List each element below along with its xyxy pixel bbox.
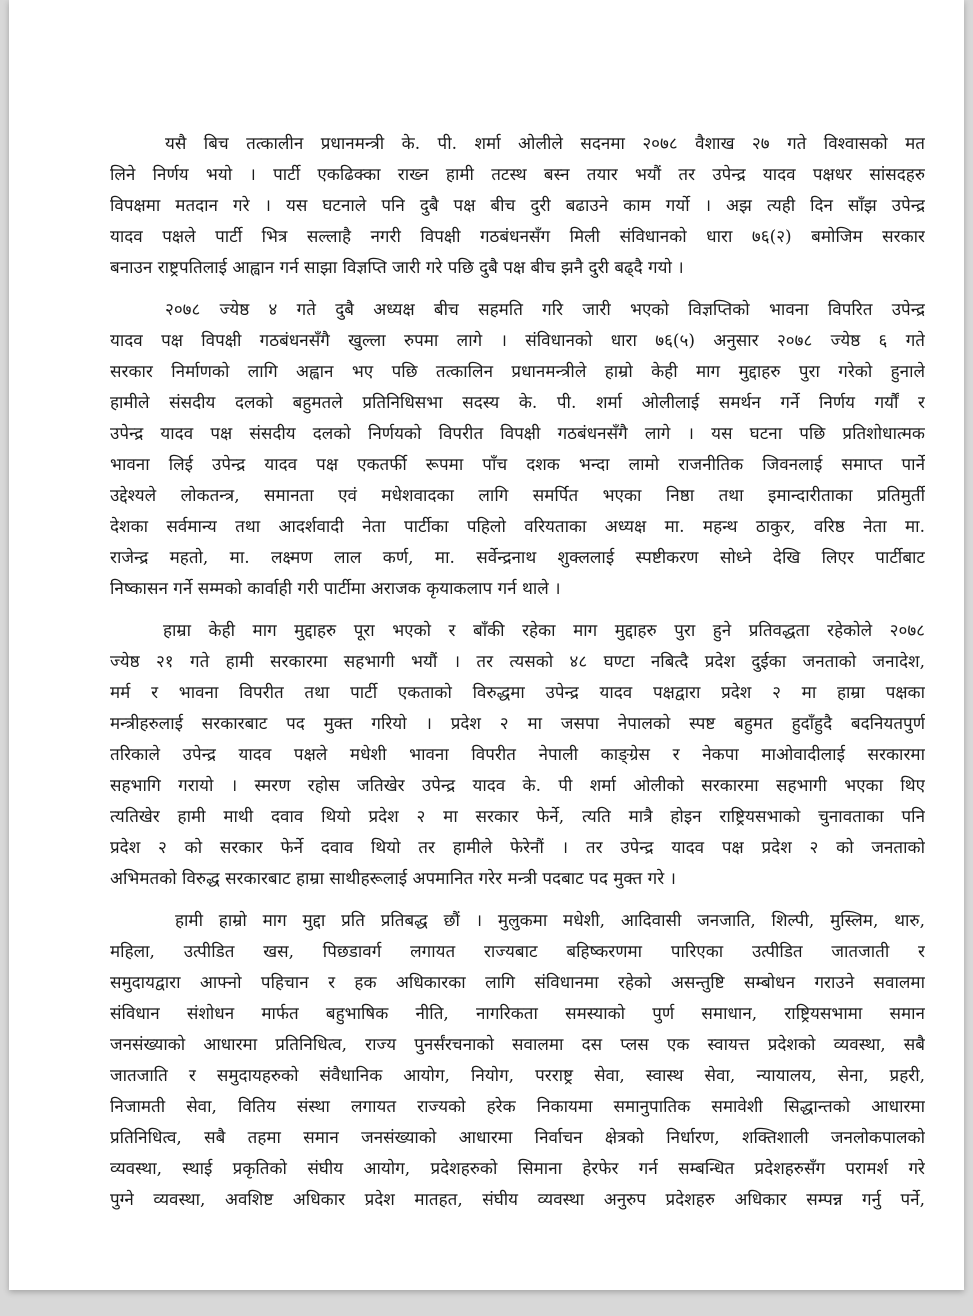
text-line: २०७८ ज्येष्ठ ४ गते दुबै अध्यक्ष बीच सहमति गरि जारी भएको विज्ञप्तिको भावना विपरित उपेन्द्र [165, 300, 925, 320]
paragraph-2 [110, 295, 925, 605]
text-line: अभिमतको विरुद्ध सरकारबाट हाम्रा साथीहरूलाई अपमानित गरेर मन्त्री पदबाट पद मुक्त गरे । [110, 869, 676, 889]
text-line: सहभागि गरायो । स्मरण रहोस जतिखेर उपेन्द्र यादव के. पी शर्मा ओलीको सरकारमा सहभागी भएका थिए [110, 776, 925, 796]
document-body [110, 129, 925, 1227]
text-line: मर्म र भावना विपरीत तथा पार्टी एकताको विरुद्धमा उपेन्द्र यादव पक्षद्वारा प्रदेश २ मा हाम्रा पक्षका [110, 683, 925, 703]
text-line: विपक्षमा मतदान गरे । यस घटनाले पनि दुबै पक्ष बीच दुरी बढाउने काम गर्यो । अझ त्यही दिन साँझ उपेन्द्र [110, 196, 925, 216]
text-line: लिने निर्णय भयो । पार्टी एकढिक्का राख्न हामी तटस्थ बस्न तयार भयौं तर उपेन्द्र यादव पक्षधर सांसदहरु [110, 165, 925, 185]
text-line: हामी हाम्रो माग मुद्दा प्रति प्रतिबद्ध छौं । मुलुकमा मधेशी, आदिवासी जनजाति, शिल्पी, मुस्लिम, थारु, [175, 911, 925, 931]
text-line: त्यतिखेर हामी माथी दवाव थियो प्रदेश २ मा सरकार फेर्ने, त्यति मात्रै होइन राष्ट्रियसभाको चुनावताका पनि [110, 807, 925, 827]
text-line: व्यवस्था, स्थाई प्रकृतिको संघीय आयोग, प्रदेशहरुको सिमाना हेरफेर गर्न सम्बन्धित प्रदेशहरुसँग परामर्श गरे [110, 1159, 925, 1179]
text-line: हाम्रा केही माग मुद्दाहरु पूरा भएको र बाँकी रहेका माग मुद्दाहरु पुरा हुने प्रतिवद्धता रहेकोले २०७८ [163, 621, 925, 641]
text-line: पुग्ने व्यवस्था, अवशिष्ट अधिकार प्रदेश मातहत, संघीय व्यवस्था अनुरुप प्रदेशहरु अधिकार सम्पन्न गर्नु पर्ने, [110, 1190, 925, 1210]
text-line: प्रदेश २ को सरकार फेर्ने दवाव थियो तर हामीले फेरेनौं । तर उपेन्द्र यादव पक्ष प्रदेश २ को जनताको [110, 838, 925, 858]
text-line: हामीले संसदीय दलको बहुमतले प्रतिनिधिसभा सदस्य के. पी. शर्मा ओलीलाई समर्थन गर्ने निर्णय गर्यौं र [110, 393, 925, 413]
paragraph-4 [110, 906, 925, 1216]
text-line: महिला, उत्पीडित खस, पिछडावर्ग लगायत राज्यबाट बहिष्करणमा पारिएका उत्पीडित जातजाती र [110, 942, 925, 962]
text-line: राजेन्द्र महतो, मा. लक्ष्मण लाल कर्ण, मा. सर्वेन्द्रनाथ शुक्ललाई स्पष्टीकरण सोध्ने देखि लिएर पार्टीबाट [110, 548, 925, 568]
text-line: संविधान संशोधन मार्फत बहुभाषिक नीति, नागरिकता समस्याको पुर्ण समाधान, राष्ट्रियसभामा समान [110, 1004, 925, 1024]
paragraph-1 [110, 129, 925, 284]
text-line: मन्त्रीहरुलाई सरकारबाट पद मुक्त गरियो । प्रदेश २ मा जसपा नेपालको स्पष्ट बहुमत हुदाँहुदै बदनियतपुर्ण [110, 714, 925, 734]
text-line: जातजाति र समुदायहरुको संवैधानिक आयोग, नियोग, परराष्ट्र सेवा, स्वास्थ सेवा, न्यायालय, सेना, प्रहरी, [110, 1066, 925, 1086]
text-line: उपेन्द्र यादव पक्ष संसदीय दलको निर्णयको विपरीत विपक्षी गठबंधनसँगै लागे । यस घटना पछि प्रतिशोधात्मक [110, 424, 925, 444]
text-line: निष्कासन गर्ने सम्मको कार्वाही गरी पार्टीमा अराजक कृयाकलाप गर्न थाले । [110, 579, 561, 599]
text-line: ज्येष्ठ २१ गते हामी सरकारमा सहभागी भयौं । तर त्यसको ४८ घण्टा नबित्दै प्रदेश दुईका जनताको जनादेश, [110, 652, 925, 672]
text-line: जनसंख्याको आधारमा प्रतिनिधित्व, राज्य पुनर्संरचनाको सवालमा दस प्लस एक स्वायत्त प्रदेशको व्यवस्था, सबै [110, 1035, 925, 1055]
paragraph-3 [110, 616, 925, 895]
text-line: समुदायद्वारा आफ्नो पहिचान र हक अधिकारका लागि संविधानमा रहेको असन्तुष्टि सम्बोधन गराउने सवालमा [110, 973, 925, 993]
text-line: यादव पक्षले पार्टी भित्र सल्लाहै नगरी विपक्षी गठबंधनसँग मिली संविधानको धारा ७६(२) बमोजिम सरकार [110, 227, 925, 247]
text-line: सरकार निर्माणको लागि अह्वान भए पछि तत्कालिन प्रधानमन्त्रीले हाम्रो केही माग मुद्दाहरु पुरा गरेको हुनाले [110, 362, 925, 382]
text-line: प्रतिनिधित्व, सबै तहमा समान जनसंख्याको आधारमा निर्वाचन क्षेत्रको निर्धारण, शक्तिशाली जनलोकपालको [110, 1128, 925, 1148]
text-line: बनाउन राष्ट्रपतिलाई आह्वान गर्न साझा विज्ञप्ति जारी गरे पछि दुबै पक्ष बीच झनै दुरी बढ्दै गयो । [110, 258, 684, 278]
text-line: यादव पक्ष विपक्षी गठबंधनसँगै खुल्ला रुपमा लागे । संविधानको धारा ७६(५) अनुसार २०७८ ज्येष्ठ ६ गते [110, 331, 925, 351]
text-line: देशका सर्वमान्य तथा आदर्शवादी नेता पार्टीका पहिलो वरियताका अध्यक्ष मा. महन्थ ठाकुर, वरिष्ठ नेता मा. [110, 517, 925, 537]
text-line: यसै बिच तत्कालीन प्रधानमन्त्री के. पी. शर्मा ओलीले सदनमा २०७८ वैशाख २७ गते विश्वासको मत [165, 134, 925, 154]
text-line: उद्देश्यले लोकतन्त्र, समानता एवं मधेशवादका लागि समर्पित भएका निष्ठा तथा इमान्दारीताका प्रतिमुर्ती [110, 486, 925, 506]
document-page [9, 0, 964, 1290]
text-line: भावना लिई उपेन्द्र यादव पक्ष एकतर्फी रूपमा पाँच दशक भन्दा लामो राजनीतिक जिवनलाई समाप्त पार्ने [110, 455, 925, 475]
text-line: निजामती सेवा, वितिय संस्था लगायत राज्यको हरेक निकायमा समानुपातिक समावेशी सिद्धान्तको आधारमा [110, 1097, 925, 1117]
text-line: तरिकाले उपेन्द्र यादव पक्षले मधेशी भावना विपरीत नेपाली काङ्ग्रेस र नेकपा माओवादीलाई सरकारमा [110, 745, 925, 765]
